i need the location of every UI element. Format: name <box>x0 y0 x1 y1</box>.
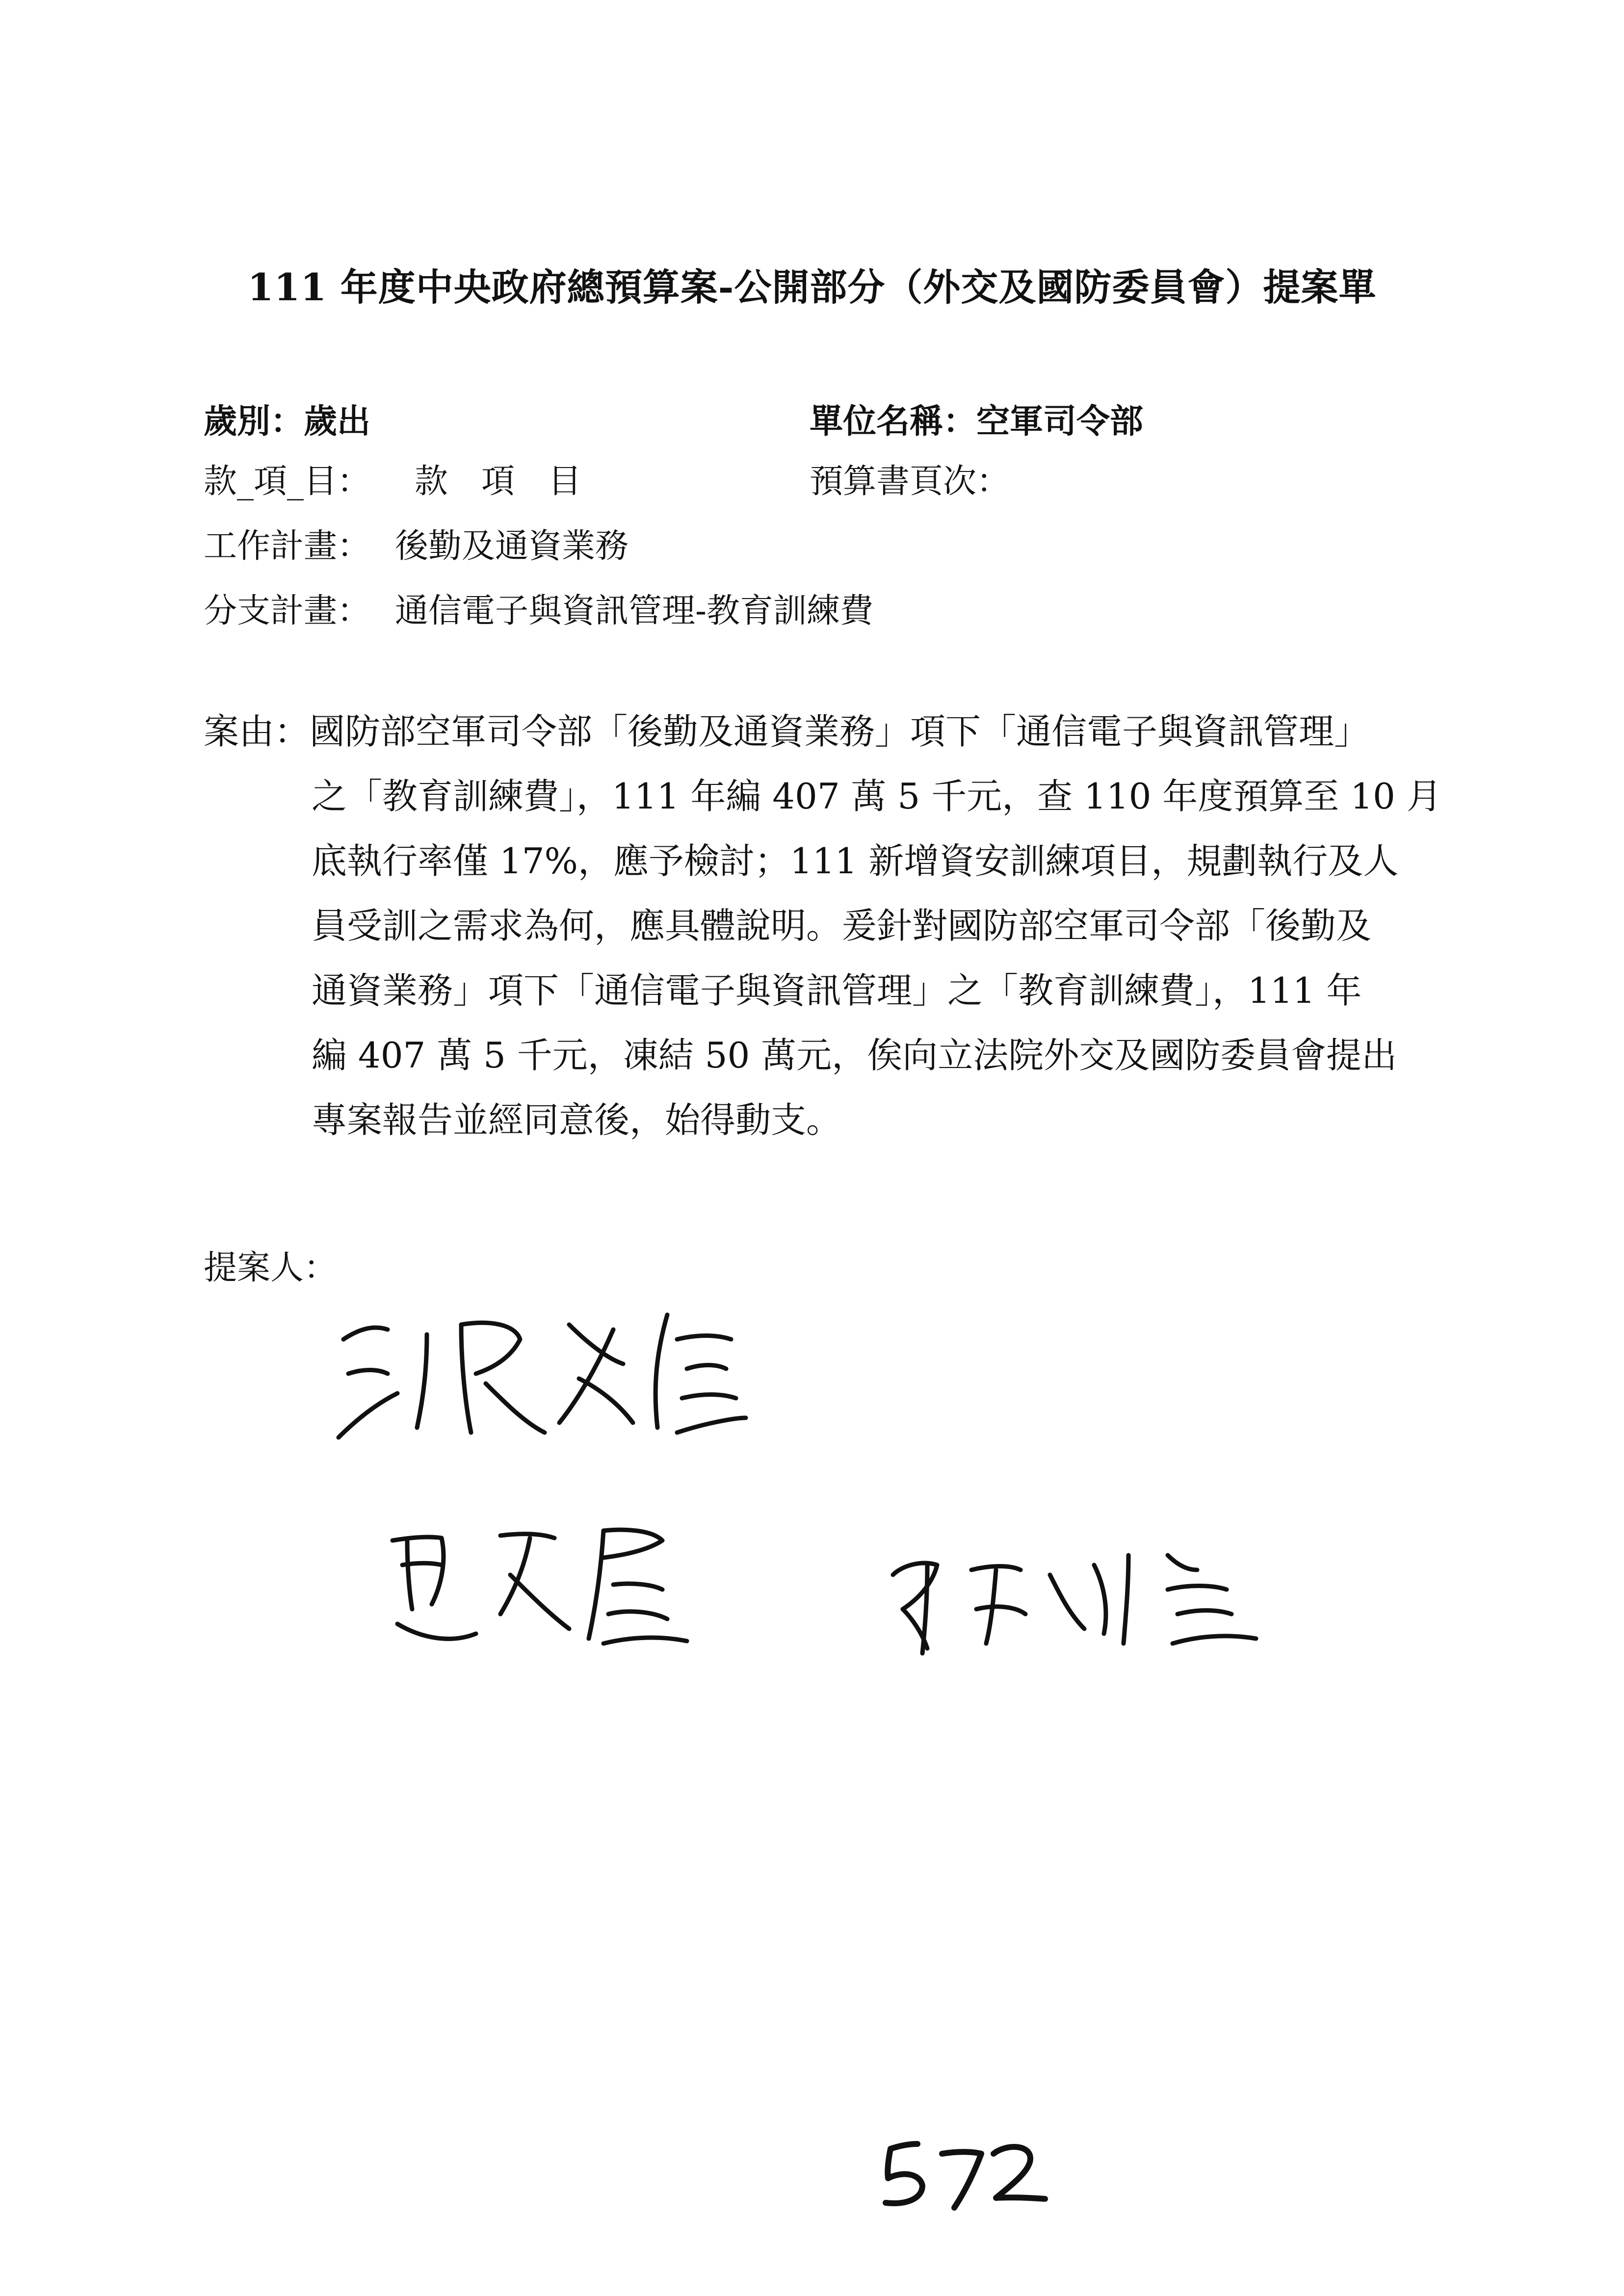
branch-plan-label: 分支計畫： <box>204 592 371 630</box>
budget-page-label: 預算書頁次： <box>810 462 1010 501</box>
item-field <box>204 462 582 501</box>
page-number <box>873 2124 1050 2215</box>
reason-line: 員受訓之需求為何，應具體說明。爰針對國防部空軍司令部「後勤及 <box>312 905 1372 946</box>
signature-1 <box>314 1295 756 1452</box>
category-field <box>204 402 371 441</box>
branch-plan-field <box>204 592 873 630</box>
unit-value: 空軍司令部 <box>976 402 1144 441</box>
item-label: 款_項_目： <box>204 462 371 501</box>
reason-label: 案由： <box>204 711 310 752</box>
category-label: 歲別： <box>204 402 304 441</box>
signature-3 <box>873 1536 1276 1663</box>
item-value: 款 項 目 <box>415 462 582 501</box>
work-plan-label: 工作計畫： <box>204 527 371 566</box>
reason-line: 編 407 萬 5 千元，凍結 50 萬元，俟向立法院外交及國防委員會提出 <box>312 1035 1397 1076</box>
work-plan-value: 後勤及通資業務 <box>395 527 629 566</box>
signature-2 <box>373 1511 707 1658</box>
proposer-label: 提案人： <box>204 1249 338 1287</box>
category-value: 歲出 <box>304 402 371 441</box>
unit-label: 單位名稱： <box>810 402 977 441</box>
reason-line: 通資業務」項下「通信電子與資訊管理」之「教育訓練費」，111 年 <box>312 970 1362 1011</box>
branch-plan-value: 通信電子與資訊管理-教育訓練費 <box>395 592 873 630</box>
work-plan-field <box>204 527 629 566</box>
unit-field <box>810 402 1144 441</box>
reason-line: 底執行率僅 17%，應予檢討；111 新增資安訓練項目，規劃執行及人 <box>312 840 1399 882</box>
reason-section <box>204 711 1474 1167</box>
reason-line: 案由：國防部空軍司令部「後勤及通資業務」項下「通信電子與資訊管理」 <box>204 711 1370 752</box>
reason-line: 之「教育訓練費」，111 年編 407 萬 5 千元，查 110 年度預算至 10 月 <box>312 776 1442 817</box>
reason-line: 專案報告並經同意後，始得動支。 <box>312 1099 842 1141</box>
budget-page-field <box>810 462 1010 501</box>
document-title: 111 年度中央政府總預算案-公開部分（外交及國防委員會）提案單 <box>247 265 1377 309</box>
